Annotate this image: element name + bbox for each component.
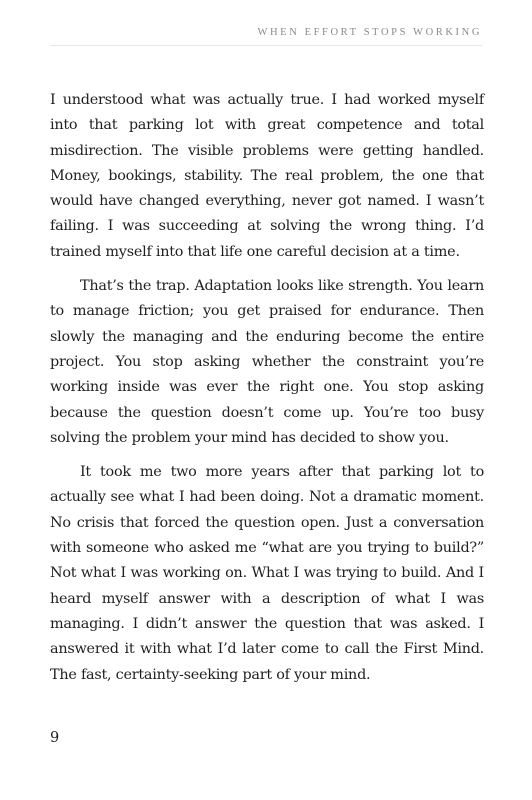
page-body: [50, 88, 484, 697]
header-divider: [50, 45, 482, 46]
page-number: 9: [50, 730, 60, 746]
paragraph: It took me two more years after that parking lot to actually see what I had been doing. Not a dramatic moment. No crisis that forced the question open. Just a conversation with someone who asked me “what are you trying to build?” Not what I was working on. What I was trying to build. And I heard myself answer with a description of what I was managing. I didn’t answer the question that was asked. I answered it with what I’d later come to call the First Mind. The fast, certainty-seeking part of your mind.: [50, 464, 484, 683]
paragraph: I understood what was actually true. I had worked myself into that parking lot with great competence and total misdirection. The visible problems were getting handled. Money, bookings, stability. The real problem, the one that would have changed everything, never got named. I wasn’t failing. I was succeeding at solving the wrong thing. I’d trained myself into that life one careful decision at a time.: [50, 92, 484, 260]
running-header: WHEN EFFORT STOPS WORKING: [257, 27, 482, 38]
paragraph: That’s the trap. Adaptation looks like strength. You learn to manage friction; you get praised for endurance. Then slowly the managing and the enduring become the entire project. You stop asking whether the constraint you’re working inside was ever the right one. You stop asking because the question doesn’t come up. You’re too busy solving the problem your mind has decided to show you.: [50, 278, 484, 446]
